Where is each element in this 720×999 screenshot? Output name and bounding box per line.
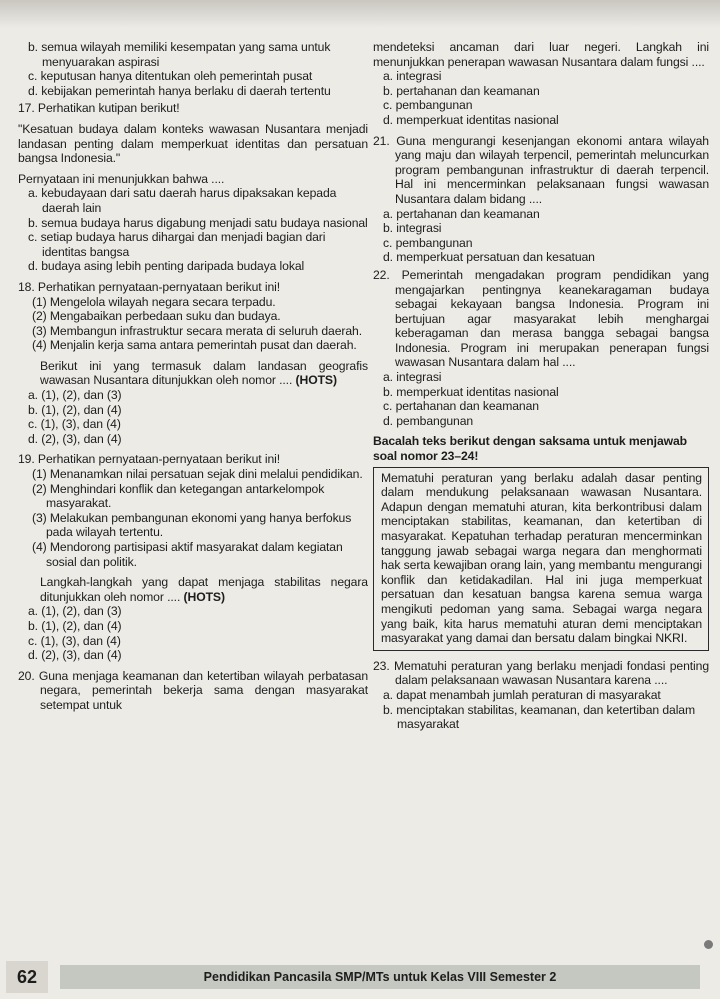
- statement: (1) Menanamkan nilai persatuan sejak dini melalui pendidikan.: [32, 467, 363, 482]
- question-18-question: [18, 359, 368, 388]
- option[interactable]: b. (1), (2), dan (4): [28, 402, 122, 417]
- statement: (3) Melakukan pembangunan ekonomi yang hanya berfokus pada wilayah tertentu.: [32, 510, 352, 540]
- statement: (2) Menghindari konflik dan ketegangan antarkelompok masyarakat.: [32, 481, 325, 511]
- question-20-stem: 20. Guna menjaga keamanan dan ketertiban wilayah perbatasan negara, pemerintah bekerja sama dengan masyarakat setempat untuk: [18, 668, 368, 712]
- page-number: 62: [6, 961, 48, 993]
- option[interactable]: d. memperkuat identitas nasional: [383, 112, 559, 127]
- option[interactable]: b. semua wilayah memiliki kesempatan yang sama untuk menyuarakan aspirasi: [28, 40, 331, 69]
- question-text: Langkah-langkah yang dapat menjaga stabilitas negara ditunjukkan oleh nomor ....: [40, 575, 368, 604]
- option[interactable]: c. pembangunan: [383, 235, 473, 250]
- page-top-shadow: [0, 0, 720, 28]
- page-footer: [0, 957, 720, 999]
- statement: (3) Membangun infrastruktur secara merata di seluruh daerah.: [32, 323, 362, 338]
- question-18-stem: 18. Perhatikan pernyataan-pernyataan berikut ini!: [18, 279, 281, 294]
- question-19-question: [18, 575, 368, 604]
- option[interactable]: a. integrasi: [383, 69, 442, 84]
- option[interactable]: a. pertahanan dan keamanan: [383, 206, 540, 221]
- question-22-stem: 22. Pemerintah mengadakan program pendidikan yang mengajarkan pentingnya keanekaragaman budaya sebagai kekayaan bangsa Indonesia. Program ini bertujuan agar masyarakat lebih menghargai keberagaman dan merasa bangga sebagai bangsa Indonesia. Program ini merupakan penerapan fungsi wawasan Nusantara dalam hal ....: [373, 267, 709, 370]
- option[interactable]: d. (2), (3), dan (4): [28, 431, 122, 446]
- hots-label: (HOTS): [295, 373, 337, 388]
- option[interactable]: b. menciptakan stabilitas, keamanan, dan ketertiban dalam masyarakat: [383, 702, 696, 732]
- option[interactable]: a. kebudayaan dari satu daerah harus dipaksakan kepada daerah lain: [28, 186, 337, 215]
- right-column: [373, 40, 709, 732]
- hots-label: (HOTS): [183, 589, 225, 604]
- question-17-prompt: Pernyataan ini menunjukkan bahwa ....: [18, 171, 225, 186]
- option[interactable]: d. budaya asing lebih penting daripada budaya lokal: [28, 259, 305, 274]
- option[interactable]: d. kebijakan pemerintah hanya berlaku di daerah tertentu: [28, 83, 331, 98]
- left-column: [18, 40, 368, 713]
- option[interactable]: a. (1), (2), dan (3): [28, 388, 122, 403]
- option[interactable]: b. pertahanan dan keamanan: [383, 83, 540, 98]
- question-text: Berikut ini yang termasuk dalam landasan geografis wawasan Nusantara ditunjukkan oleh nomor ....: [40, 358, 368, 388]
- option[interactable]: c. pembangunan: [383, 98, 473, 113]
- option[interactable]: c. pertahanan dan keamanan: [383, 399, 539, 414]
- reading-instruction: Bacalah teks berikut dengan saksama untuk menjawab soal nomor 23–24!: [373, 434, 688, 464]
- reading-text-box: Mematuhi peraturan yang berlaku adalah dasar penting dalam mendukung pelaksanaan wawasan Nusantara. Adapun dengan mematuhi aturan, kita berkontribusi dalam menciptakan stabilitas, keamanan, dan ketertiban di masyarakat. Kepatuhan terhadap peraturan mencerminkan tanggung jawab sebagai warga negara dan menghormati hak serta kewajiban orang lain, yang membantu mengurangi konflik dan ketidakadilan. Hal ini juga memperkuat persatuan dan kesatuan bangsa karena semua warga mengikuti pedoman yang sama. Sebagai warga negara yang baik, kita harus mematuhi aturan demi menciptakan masyarakat yang damai dan bersatu dalam bingkai NKRI.: [373, 467, 709, 651]
- option[interactable]: b. memperkuat identitas nasional: [383, 384, 559, 399]
- question-17-quote: "Kesatuan budaya dalam konteks wawasan Nusantara menjadi landasan penting dalam memperkuat identitas dan persatuan bangsa Indonesia.": [18, 121, 368, 166]
- option[interactable]: a. (1), (2), dan (3): [28, 604, 122, 619]
- option[interactable]: c. (1), (3), dan (4): [28, 633, 121, 648]
- option[interactable]: c. keputusan hanya ditentukan oleh pemerintah pusat: [28, 69, 313, 84]
- continued-stem: mendeteksi ancaman dari luar negeri. Langkah ini menunjukkan penerapan wawasan Nusantara dalam fungsi ....: [373, 40, 709, 69]
- statement: (1) Mengelola wilayah negara secara terpadu.: [32, 294, 276, 309]
- statement: (2) Mengabaikan perbedaan suku dan budaya.: [32, 309, 281, 324]
- option[interactable]: d. (2), (3), dan (4): [28, 648, 122, 663]
- book-title: Pendidikan Pancasila SMP/MTs untuk Kelas VIII Semester 2: [203, 970, 557, 984]
- statement: (4) Mendorong partisipasi aktif masyarakat dalam kegiatan sosial dan politik.: [32, 540, 343, 569]
- statement: (4) Menjalin kerja sama antara pemerintah pusat dan daerah.: [32, 338, 357, 353]
- option[interactable]: a. dapat menambah jumlah peraturan di masyarakat: [383, 687, 661, 702]
- option[interactable]: a. integrasi: [383, 370, 442, 385]
- book-title-bar: [60, 965, 700, 989]
- option[interactable]: b. (1), (2), dan (4): [28, 618, 122, 633]
- option[interactable]: b. semua budaya harus digabung menjadi satu budaya nasional: [28, 215, 368, 230]
- page-dot-mark: [704, 940, 713, 949]
- option[interactable]: c. setiap budaya harus dihargai dan menjadi bagian dari identitas bangsa: [28, 230, 326, 259]
- question-23-stem: 23. Mematuhi peraturan yang berlaku menjadi fondasi penting dalam pelaksanaan wawasan Nusantara karena ....: [373, 658, 709, 688]
- option[interactable]: d. pembangunan: [383, 413, 474, 428]
- question-17-stem: 17. Perhatikan kutipan berikut!: [18, 101, 180, 116]
- option[interactable]: c. (1), (3), dan (4): [28, 417, 121, 432]
- option[interactable]: b. integrasi: [383, 221, 442, 236]
- option[interactable]: d. memperkuat persatuan dan kesatuan: [383, 250, 595, 265]
- question-19-stem: 19. Perhatikan pernyataan-pernyataan berikut ini!: [18, 452, 281, 467]
- question-21-stem: 21. Guna mengurangi kesenjangan ekonomi antara wilayah yang maju dan wilayah terpencil, pemerintah meluncurkan program pembangunan infrastruktur di daerah terpencil. Hal ini mencerminkan pelaksanaan fungsi wawasan Nusantara dalam bidang ....: [373, 133, 709, 206]
